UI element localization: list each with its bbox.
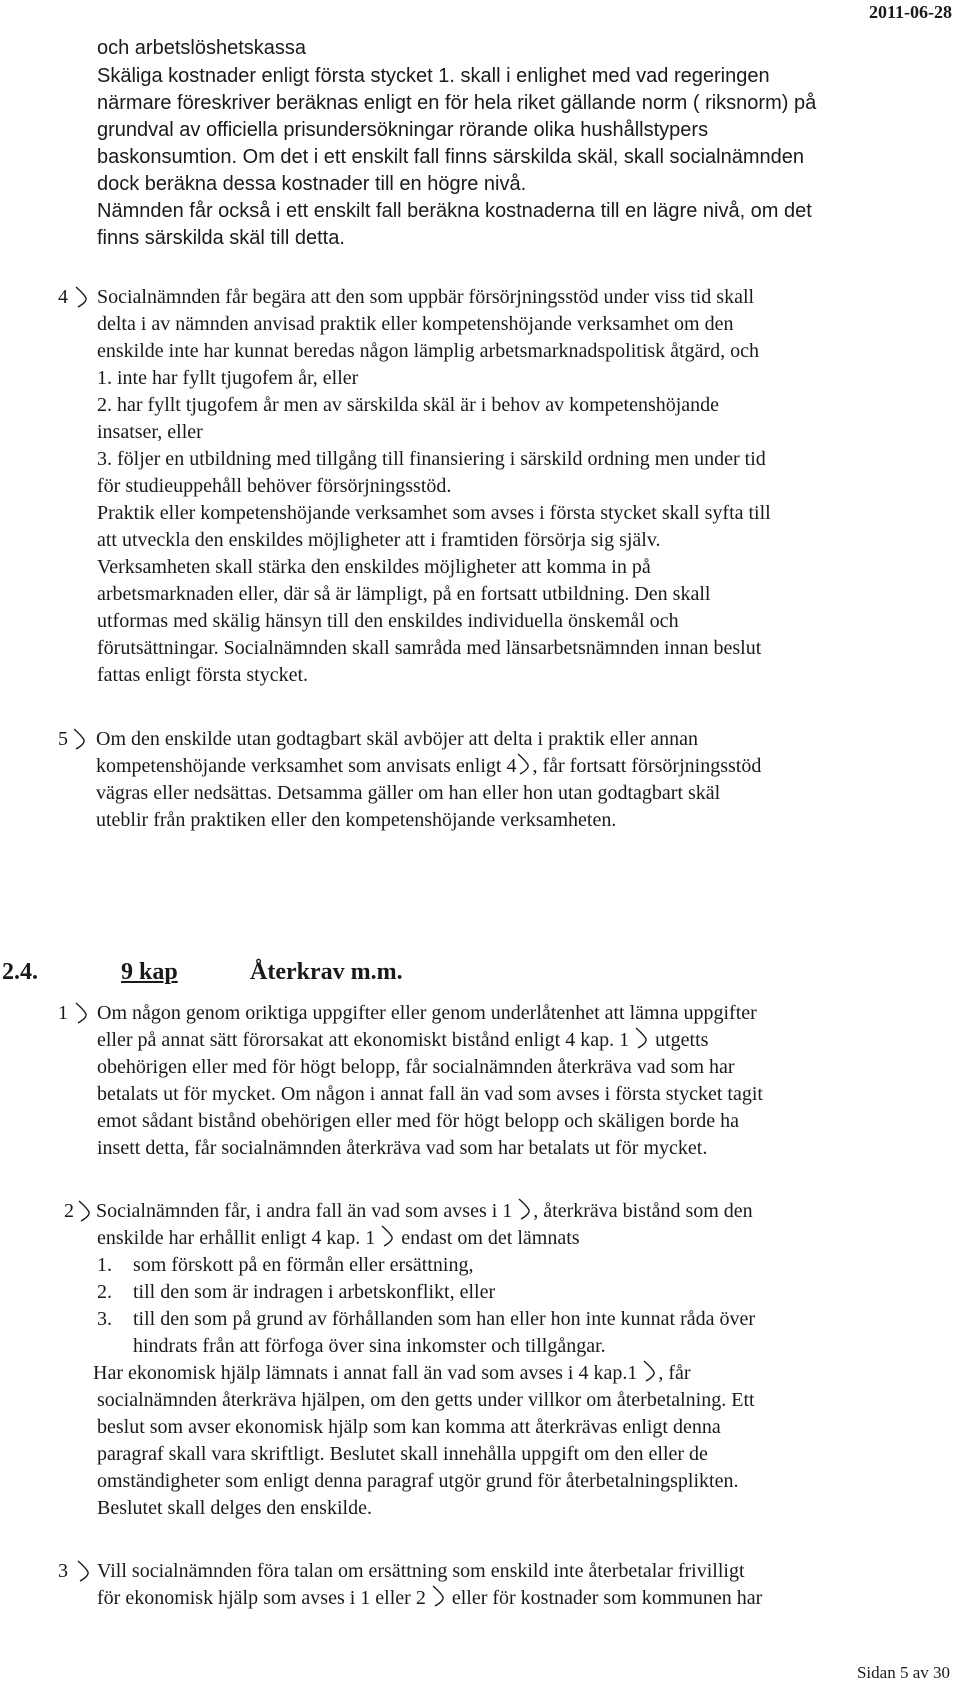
list-item: till den som är indragen i arbetskonflikt, eller bbox=[133, 1281, 496, 1303]
text-fragment: , återkräva bistånd som den bbox=[533, 1200, 753, 1222]
text-line: baskonsumtion. Om det i ett enskilt fall finns särskilda skäl, skall socialnämnden bbox=[97, 146, 804, 168]
text-line: fattas enligt första stycket. bbox=[97, 664, 309, 686]
text-line bbox=[97, 1585, 762, 1612]
text-line: emot sådant bistånd obehörigen eller med för högt belopp och skäligen borde ha bbox=[97, 1110, 740, 1132]
text-line: finns särskilda skäl till detta. bbox=[97, 227, 345, 249]
section-sign-icon bbox=[76, 1560, 92, 1582]
text-fragment: för ekonomisk hjälp som avses i 1 eller 2 bbox=[97, 1587, 426, 1609]
text-line: Verksamheten skall stärka den enskildes möjligheter att komma in på bbox=[97, 556, 651, 578]
section-sign-icon bbox=[431, 1585, 447, 1607]
text-line: dock beräkna dessa kostnader till en högre nivå. bbox=[97, 173, 527, 195]
text-fragment: kompetenshöjande verksamhet som anvisats enligt 4 bbox=[96, 755, 517, 777]
section-sign-icon bbox=[77, 1200, 93, 1222]
text-line: utformas med skälig hänsyn till den enskildes individuella önskemål och bbox=[97, 610, 679, 632]
heading-title: Återkrav m.m. bbox=[250, 959, 403, 985]
text-line: 1. inte har fyllt tjugofem år, eller bbox=[97, 367, 359, 389]
text-fragment: utgetts bbox=[655, 1029, 709, 1051]
paragraph-number: 3 bbox=[58, 1560, 68, 1582]
section-sign-icon bbox=[516, 753, 532, 775]
paragraph-number: 2 bbox=[64, 1200, 74, 1222]
text-line: Beslutet skall delges den enskilde. bbox=[97, 1497, 372, 1519]
text-line: socialnämnden återkräva hjälpen, om den getts under villkor om återbetalning. Ett bbox=[97, 1389, 755, 1411]
text-line: paragraf skall vara skriftligt. Beslutet skall innehålla uppgift om den eller de bbox=[97, 1443, 708, 1465]
text-line: och arbetslöshetskassa bbox=[97, 37, 307, 59]
text-line: insett detta, får socialnämnden återkräva vad som har betalats ut för mycket. bbox=[97, 1137, 708, 1159]
section-sign-icon bbox=[74, 286, 90, 308]
text-line: förutsättningar. Socialnämnden skall samråda med länsarbetsnämnden innan beslut bbox=[97, 637, 762, 659]
section-sign-icon bbox=[642, 1360, 658, 1382]
paragraph-number: 1 bbox=[58, 1002, 68, 1024]
text-line: beslut som avser ekonomisk hjälp som kan komma att återkrävas enligt denna bbox=[97, 1416, 721, 1438]
text-line: Vill socialnämnden föra talan om ersättning som enskild inte återbetalar frivilligt bbox=[97, 1560, 745, 1582]
text-fragment: , får bbox=[658, 1362, 691, 1384]
text-line: närmare föreskriver beräknas enligt en för hela riket gällande norm ( riksnorm) på bbox=[97, 92, 817, 114]
list-item-number: 1. bbox=[97, 1254, 112, 1276]
text-line: arbetsmarknaden eller, där så är lämpligt, på en fortsatt utbildning. Den skall bbox=[97, 583, 711, 605]
text-line: uteblir från praktiken eller den kompetenshöjande verksamheten. bbox=[96, 809, 617, 831]
list-item-number: 3. bbox=[97, 1308, 112, 1330]
list-item: till den som på grund av förhållanden som han eller hon inte kunnat råda över bbox=[133, 1308, 756, 1330]
page-date: 2011-06-28 bbox=[869, 2, 952, 22]
text-line: Skäliga kostnader enligt första stycket 1. skall i enlighet med vad regeringen bbox=[97, 65, 770, 87]
text-line: Nämnden får också i ett enskilt fall beräkna kostnaderna till en lägre nivå, om det bbox=[97, 200, 812, 222]
text-fragment: , får fortsatt försörjningsstöd bbox=[532, 755, 762, 777]
text-line: Socialnämnden får begära att den som uppbär försörjningsstöd under viss tid skall bbox=[97, 286, 755, 308]
text-line: Om någon genom oriktiga uppgifter eller genom underlåtenhet att lämna uppgifter bbox=[97, 1002, 757, 1024]
text-fragment: Har ekonomisk hjälp lämnats i annat fall än vad som avses i 4 kap.1 bbox=[93, 1362, 638, 1384]
text-line: Om den enskilde utan godtagbart skäl avböjer att delta i praktik eller annan bbox=[96, 728, 699, 750]
page-number: Sidan 5 av 30 bbox=[856, 1663, 950, 1682]
text-line: 2. har fyllt tjugofem år men av särskilda skäl är i behov av kompetenshöjande bbox=[97, 394, 720, 416]
text-line: betalats ut för mycket. Om någon i annat fall än vad som avses i första stycket tagit bbox=[97, 1083, 763, 1105]
text-line: obehörigen eller med för högt belopp, får socialnämnden återkräva vad som har bbox=[97, 1056, 735, 1078]
section-sign-icon bbox=[517, 1198, 533, 1220]
section-sign-icon bbox=[74, 1002, 90, 1024]
text-fragment: enskilde har erhållit enligt 4 kap. 1 bbox=[97, 1227, 376, 1249]
text-line: grundval av officiella prisundersökningar rörande olika hushållstypers bbox=[97, 119, 709, 141]
text-fragment: endast om det lämnats bbox=[401, 1227, 580, 1249]
text-fragment: eller för kostnader som kommunen har bbox=[451, 1587, 763, 1609]
text-line: för studieuppehåll behöver försörjningsstöd. bbox=[97, 475, 452, 497]
text-line bbox=[96, 1198, 753, 1225]
text-line bbox=[96, 753, 761, 780]
section-sign-icon bbox=[380, 1225, 396, 1247]
text-line: 3. följer en utbildning med tillgång till finansiering i särskild ordning men under tid bbox=[97, 448, 766, 470]
text-line bbox=[93, 1360, 691, 1387]
text-line: vägras eller nedsättas. Detsamma gäller om han eller hon utan godtagbart skäl bbox=[96, 782, 721, 804]
text-fragment: Socialnämnden får, i andra fall än vad som avses i 1 bbox=[96, 1200, 513, 1222]
heading-number: 2.4. bbox=[2, 959, 38, 985]
section-sign-icon bbox=[72, 728, 88, 750]
text-line: att utveckla den enskildes möjligheter att i framtiden försörja sig själv. bbox=[97, 529, 661, 551]
text-line: enskilde inte har kunnat beredas någon lämplig arbetsmarknadspolitisk åtgärd, och bbox=[97, 340, 760, 362]
text-line bbox=[97, 1027, 708, 1054]
text-line: delta i av nämnden anvisad praktik eller kompetenshöjande verksamhet om den bbox=[97, 313, 734, 335]
list-item-continuation: hindrats från att förfoga över sina inkomster och tillgångar. bbox=[133, 1335, 606, 1357]
paragraph-number: 5 bbox=[58, 728, 68, 750]
heading-chapter: 9 kap bbox=[121, 959, 178, 985]
text-line: insatser, eller bbox=[97, 421, 203, 443]
text-line: omständigheter som enligt denna paragraf utgör grund för återbetalningsplikten. bbox=[97, 1470, 739, 1492]
text-fragment: eller på annat sätt förorsakat att ekonomiskt bistånd enligt 4 kap. 1 bbox=[97, 1029, 630, 1051]
text-line bbox=[97, 1225, 580, 1252]
paragraph-number: 4 bbox=[58, 286, 68, 308]
text-line: Praktik eller kompetenshöjande verksamhet som avses i första stycket skall syfta till bbox=[97, 502, 771, 524]
list-item-number: 2. bbox=[97, 1281, 112, 1303]
section-sign-icon bbox=[634, 1027, 650, 1049]
list-item: som förskott på en förmån eller ersättning, bbox=[133, 1254, 474, 1276]
